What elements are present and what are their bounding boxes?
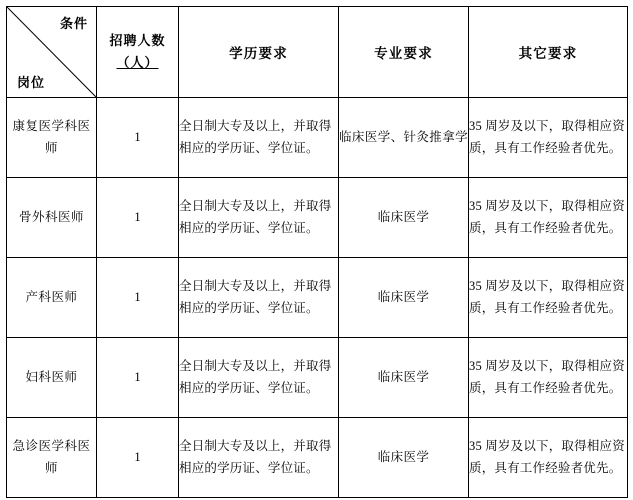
corner-post-label: 岗位 <box>17 75 46 90</box>
cell-major: 临床医学 <box>339 258 469 338</box>
cell-count: 1 <box>97 258 179 338</box>
header-education: 学历要求 <box>179 7 339 98</box>
cell-post: 急诊医学科医师 <box>7 418 97 498</box>
cell-other: 35 周岁及以下，取得相应资质，具有工作经验者优先。 <box>469 418 628 498</box>
table-row <box>7 258 628 338</box>
cell-other: 35 周岁及以下，取得相应资质，具有工作经验者优先。 <box>469 258 628 338</box>
cell-other: 35 周岁及以下，取得相应资质，具有工作经验者优先。 <box>469 98 628 178</box>
cell-post: 妇科医师 <box>7 338 97 418</box>
document-page <box>0 6 633 500</box>
cell-post: 产科医师 <box>7 258 97 338</box>
cell-count: 1 <box>97 418 179 498</box>
cell-post: 康复医学科医师 <box>7 98 97 178</box>
cell-major: 临床医学 <box>339 418 469 498</box>
table-header-row <box>7 7 628 98</box>
cell-education: 全日制大专及以上，并取得相应的学历证、学位证。 <box>179 418 339 498</box>
table-row <box>7 338 628 418</box>
recruitment-table <box>6 6 628 498</box>
table-row <box>7 98 628 178</box>
cell-education: 全日制大专及以上，并取得相应的学历证、学位证。 <box>179 338 339 418</box>
header-other: 其它要求 <box>469 7 628 98</box>
cell-major: 临床医学 <box>339 178 469 258</box>
cell-count: 1 <box>97 178 179 258</box>
header-major: 专业要求 <box>339 7 469 98</box>
corner-header-cell <box>7 7 97 98</box>
cell-major: 临床医学 <box>339 338 469 418</box>
cell-education: 全日制大专及以上，并取得相应的学历证、学位证。 <box>179 258 339 338</box>
header-count-unit: （人） <box>116 55 159 70</box>
cell-education: 全日制大专及以上，并取得相应的学历证、学位证。 <box>179 178 339 258</box>
cell-other: 35 周岁及以下，取得相应资质，具有工作经验者优先。 <box>469 338 628 418</box>
cell-other: 35 周岁及以下，取得相应资质，具有工作经验者优先。 <box>469 178 628 258</box>
cell-major: 临床医学、针灸推拿学 <box>339 98 469 178</box>
cell-education: 全日制大专及以上，并取得相应的学历证、学位证。 <box>179 98 339 178</box>
corner-condition-label: 条件 <box>59 16 88 31</box>
cell-post: 骨外科医师 <box>7 178 97 258</box>
header-count <box>97 7 179 98</box>
table-row <box>7 178 628 258</box>
header-count-main: 招聘人数 <box>109 32 166 48</box>
cell-count: 1 <box>97 338 179 418</box>
cell-count: 1 <box>97 98 179 178</box>
table-row <box>7 418 628 498</box>
